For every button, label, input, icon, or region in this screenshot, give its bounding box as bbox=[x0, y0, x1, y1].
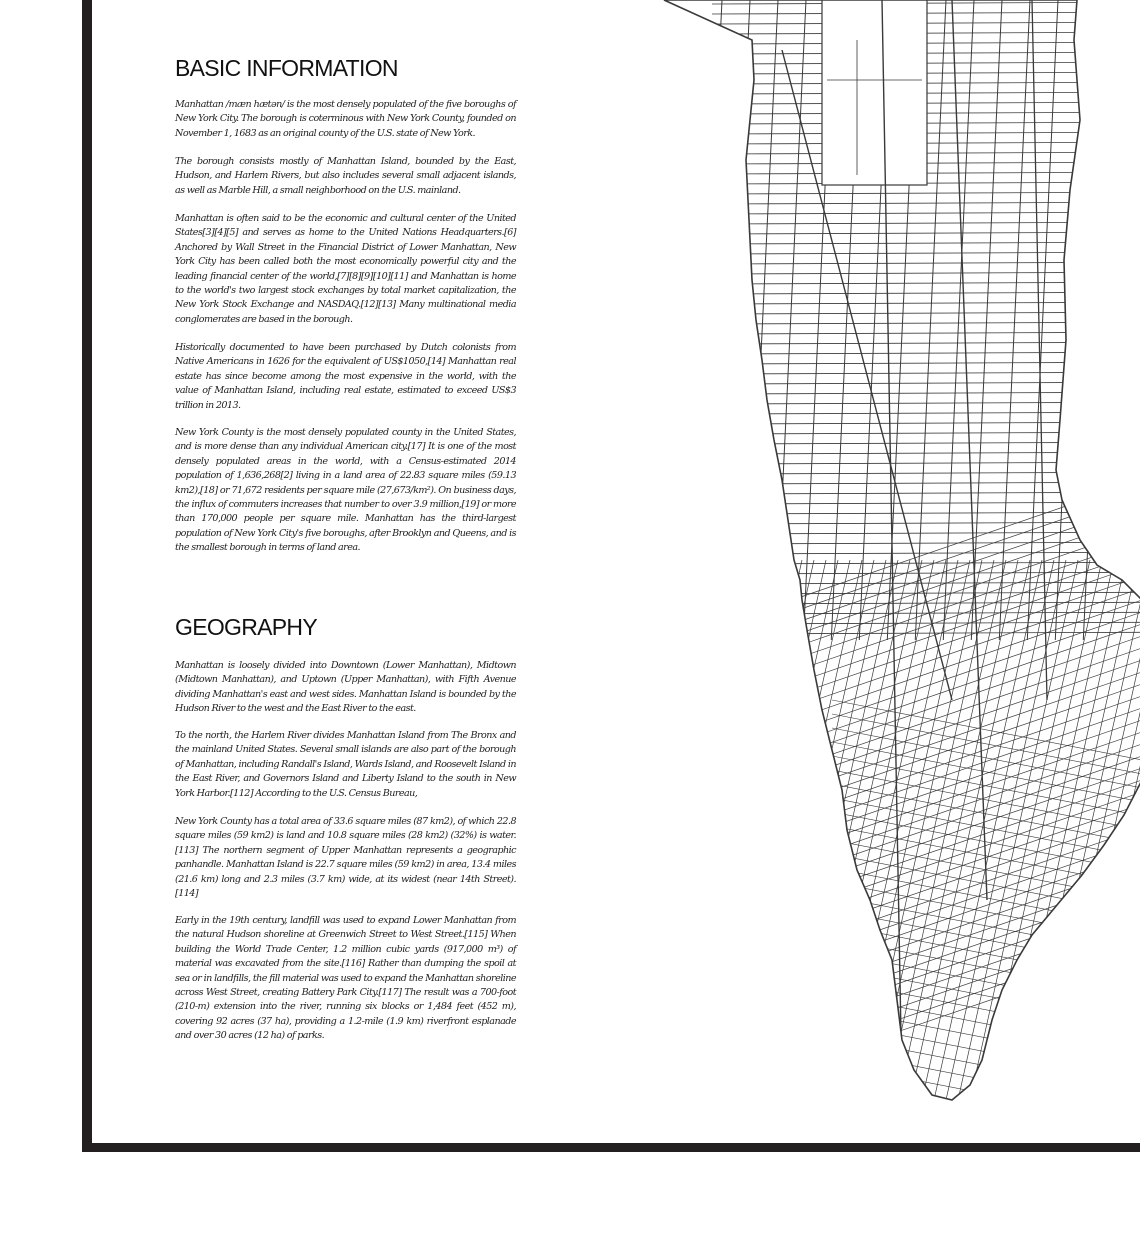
manhattan-map bbox=[652, 0, 1140, 1143]
basic-info-paragraph-4: Historically documented to have been purchased by Dutch colonists from Native Americans in 1626 for the equivalent of US$1050,[14] Manhattan real estate has since become among the most expensive in the world, with the value of Manhattan Island, including real estate, estimated to exceed US$3 trillion in 2013. bbox=[175, 342, 516, 411]
geography-paragraph-1: Manhattan is loosely divided into Downtown (Lower Manhattan), Midtown (Midtown Manhattan), and Uptown (Upper Manhattan), with Fifth Avenue dividing Manhattan's east and west sides. Manhattan Island is bounded by the Hudson River to the west and the East River to the east. bbox=[175, 660, 516, 715]
section-heading-geography: GEOGRAPHY bbox=[175, 614, 317, 640]
street-grid bbox=[682, 0, 1140, 1143]
basic-info-paragraph-3: Manhattan is often said to be the economic and cultural center of the United States[3][4][5] and serves as home to the United Nations Headquarters.[6] Anchored by Wall Street in the Financial District of Lower Manhattan, New York City has been called both the most economically powerful city and the leading financial center of the world,[7][8][9][10][11] and Manhattan is home to the world's two largest stock exchanges by total market capitalization, the New York Stock Exchange and NASDAQ.[12][13] Many multinational media conglomerates are based in the borough. bbox=[175, 213, 516, 325]
section-heading-basic-information: BASIC INFORMATION bbox=[175, 55, 398, 81]
manhattan-street-map-icon bbox=[652, 0, 1140, 1143]
basic-info-paragraph-1: Manhattan /mæn hætən/ is the most densely populated of the five boroughs of New York City. The borough is coterminous with New York County, founded on November 1, 1683 as an original county of the U.S. state of New York. bbox=[175, 99, 516, 139]
poster-sheet bbox=[92, 0, 1140, 1143]
geography-paragraph-2: To the north, the Harlem River divides Manhattan Island from The Bronx and the mainland United States. Several small islands are also part of the borough of Manhattan, including Randall's Island, Wards Island, and Roosevelt Island in the East River, and Governors Island and Liberty Island to the south in New York Harbor.[112] According to the U.S. Census Bureau, bbox=[175, 730, 516, 799]
basic-info-paragraph-5: New York County is the most densely populated county in the United States, and is more dense than any individual American city.[17] It is one of the most densely populated areas in the world, with a Census-estimated 2014 population of 1,636,268[2] living in a land area of 22.83 square miles (59.13 km2),[18] or 71,672 residents per square mile (27,673/km²). On business days, the influx of commuters increases that number to over 3.9 million,[19] or more than 170,000 people per square mile. Manhattan has the third-largest population of New York City's five boroughs, after Brooklyn and Queens, and is the smallest borough in terms of land area. bbox=[175, 427, 516, 554]
basic-info-paragraph-2: The borough consists mostly of Manhattan Island, bounded by the East, Hudson, and Harlem Rivers, but also includes several small adjacent islands, as well as Marble Hill, a small neighborhood on the U.S. mainland. bbox=[175, 156, 516, 196]
geography-paragraph-3: New York County has a total area of 33.6 square miles (87 km2), of which 22.8 square miles (59 km2) is land and 10.8 square miles (28 km2) (32%) is water.[113] The northern segment of Upper Manhattan represents a geographic panhandle. Manhattan Island is 22.7 square miles (59 km2) in area, 13.4 miles (21.6 km) long and 2.3 miles (3.7 km) wide, at its widest (near 14th Street).[114] bbox=[175, 816, 516, 900]
geography-paragraph-4: Early in the 19th century, landfill was used to expand Lower Manhattan from the natural Hudson shoreline at Greenwich Street to West Street.[115] When building the World Trade Center, 1.2 million cubic yards (917,000 m³) of material was excavated from the site.[116] Rather than dumping the spoil at sea or in landfills, the fill material was used to expand the Manhattan shoreline across West Street, creating Battery Park City.[117] The result was a 700-foot (210-m) extension into the river, running six blocks or 1,484 feet (452 m), covering 92 acres (37 ha), providing a 1.2-mile (1.9 km) riverfront esplanade and over 30 acres (12 ha) of parks. bbox=[175, 915, 516, 1042]
